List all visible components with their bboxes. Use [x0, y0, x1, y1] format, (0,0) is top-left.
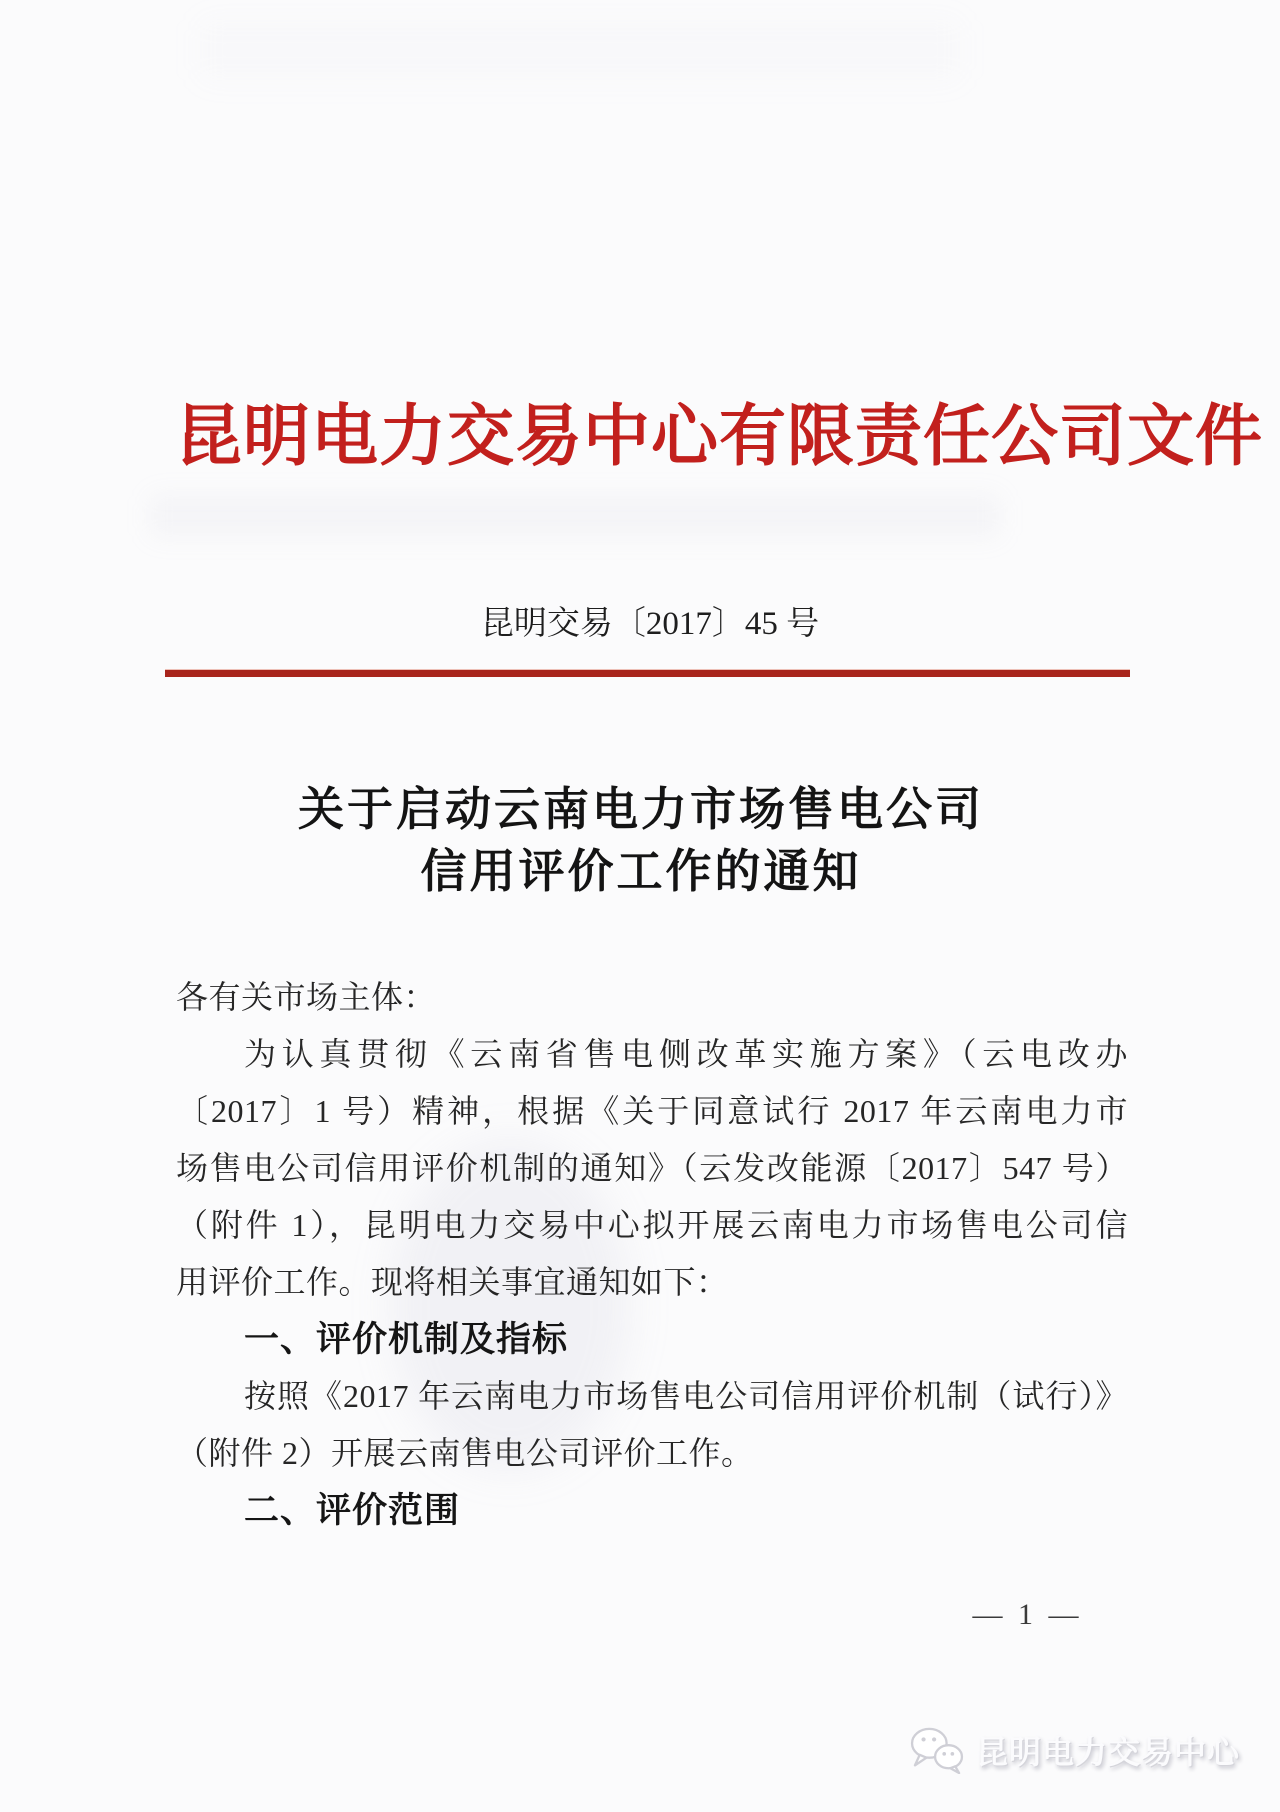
- section-heading: 二、评价范围: [244, 1491, 461, 1530]
- org-letterhead-title: 昆明电力交易中心有限责任公司文件: [175, 400, 1263, 474]
- doc-title: [0, 779, 1280, 903]
- scan-artifact: [200, 20, 960, 80]
- doc-title-line-1: 关于启动云南电力市场售电公司: [298, 784, 984, 835]
- section-heading: 一、评价机制及指标: [244, 1320, 569, 1359]
- watermark-text: 昆明电力交易中心: [976, 1734, 1241, 1770]
- doc-number: 昆明交易〔2017〕45 号: [480, 606, 820, 642]
- page-number: — 1 —: [972, 1598, 1083, 1631]
- body-line: （附件 1），昆明电力交易中心拟开展云南电力市场售电公司信: [176, 1207, 1128, 1243]
- footer-watermark: [908, 1726, 1240, 1774]
- wechat-icon: [908, 1726, 966, 1774]
- body-line: 按照《2017 年云南电力市场售电公司信用评价机制（试行）》: [244, 1378, 1128, 1414]
- body-line: 用评价工作。现将相关事宜通知如下：: [176, 1264, 729, 1300]
- red-divider-rule: [165, 670, 1130, 677]
- body-line: 各有关市场主体：: [176, 979, 437, 1015]
- body-line: （附件 2）开展云南售电公司评价工作。: [176, 1435, 754, 1471]
- doc-title-line-2: 信用评价工作的通知: [420, 846, 862, 897]
- document-body: [176, 969, 1128, 1539]
- body-line: 场售电公司信用评价机制的通知》（云发改能源〔2017〕547 号）: [176, 1150, 1128, 1186]
- body-line: 〔2017〕1 号）精神，根据《关于同意试行 2017 年云南电力市: [176, 1093, 1128, 1129]
- body-line: 为认真贯彻《云南省售电侧改革实施方案》（云电改办: [244, 1036, 1128, 1072]
- scan-artifact: [150, 495, 1000, 537]
